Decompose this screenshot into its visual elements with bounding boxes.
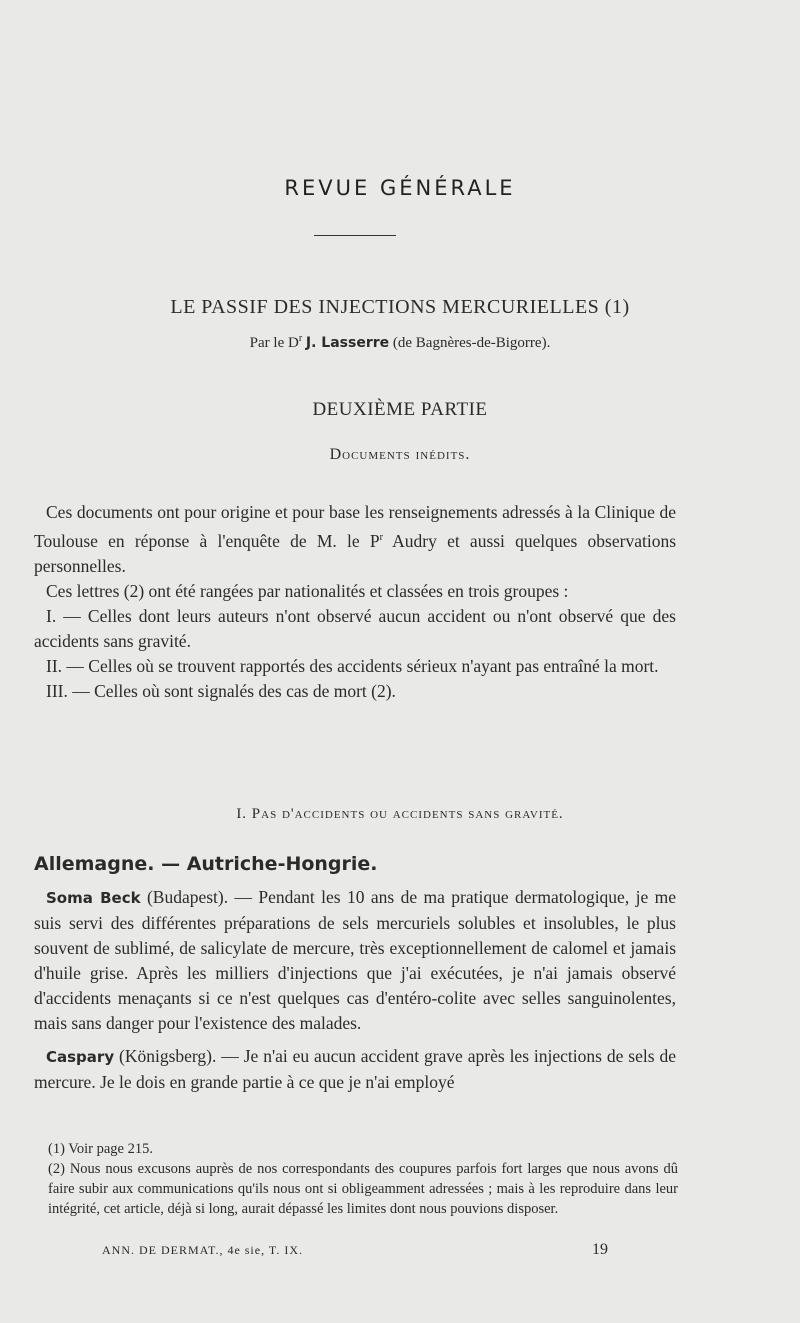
byline-prefix: Par le D [249, 335, 299, 351]
entries [34, 885, 676, 1103]
intro-paragraph-1 [34, 500, 676, 579]
entry-caspary [34, 1044, 676, 1095]
entry-beck [34, 885, 676, 1036]
article-title: LE PASSIF DES INJECTIONS MERCURIELLES (1) [170, 296, 630, 318]
footer-journal: ANN. DE DERMAT., 4e sie, T. IX. [102, 1243, 303, 1257]
country-heading: Allemagne. — Autriche-Hongrie. [34, 853, 378, 875]
part-subtitle: Documents inédits. [329, 446, 471, 463]
entry-caspary-text: (Königsberg). — Je n'ai eu aucun accident grave après les injections de sels de mercure. Je le dois en grande partie à ce que je n'ai employé [34, 1046, 676, 1092]
byline-sup: r [298, 333, 303, 344]
title-rule [314, 235, 396, 236]
footnote-2: (2) Nous nous excusons auprès de nos correspondants des coupures parfois fort larges que nous avons dû faire subir aux communications qu'ils nous ont si obligeamment adressées ; mais à les reproduire dans leur intégrité, cet article, déjà si long, aurait dépassé les limites dont nous pouvions disposer. [48, 1161, 678, 1217]
intro-p1-b: Audry et aussi quelques observations personnelles. [34, 530, 677, 576]
part-title: DEUXIÈME PARTIE [312, 399, 488, 420]
intro-paragraph-2: Ces lettres (2) ont été rangées par nationalités et classées en trois groupes : [46, 580, 569, 601]
footnote-1: (1) Voir page 215. [48, 1141, 153, 1157]
section-title: REVUE GÉNÉRALE [284, 176, 516, 200]
byline [0, 333, 800, 352]
group-1: I. — Celles dont leurs auteurs n'ont observé aucun accident ou n'ont observé que des accidents sans gravité. [34, 605, 676, 651]
intro-text [34, 500, 676, 704]
section-heading: I. Pas d'accidents ou accidents sans gravité. [236, 806, 564, 822]
entry-beck-text: (Budapest). — Pendant les 10 ans de ma pratique dermatologique, je me suis servi des différentes préparations de sels mercuriels solubles et insolubles, le plus souvent de sublimé, de salicylate de mercure, très exceptionnellement de calomel et jamais d'huile grise. Après les milliers d'injections que j'ai exécutées, je n'ai jamais observé d'accidents menaçants si ce n'est quelques cas d'entéro-colite avec selles sanguinolentes, mais sans danger pour l'existence des malades. [34, 887, 676, 1033]
byline-suffix: (de Bagnères-de-Bigorre). [392, 335, 551, 351]
intro-p1-a: Ces documents ont pour origine et pour base les renseignements adressés à la Clinique de Toulouse en réponse à l'enquête de M. le P [34, 502, 676, 551]
footnotes [48, 1139, 678, 1219]
entry-beck-name: Soma Beck [46, 889, 141, 907]
page-number: 19 [592, 1241, 608, 1258]
group-2: II. — Celles où se trouvent rapportés des accidents sérieux n'ayant pas entraîné la mort. [46, 655, 659, 676]
byline-author: J. Lasserre [305, 335, 390, 351]
intro-p1-sup: r [379, 532, 383, 543]
group-3: III. — Celles où sont signalés des cas de mort (2). [46, 680, 396, 701]
entry-caspary-name: Caspary [46, 1048, 115, 1066]
